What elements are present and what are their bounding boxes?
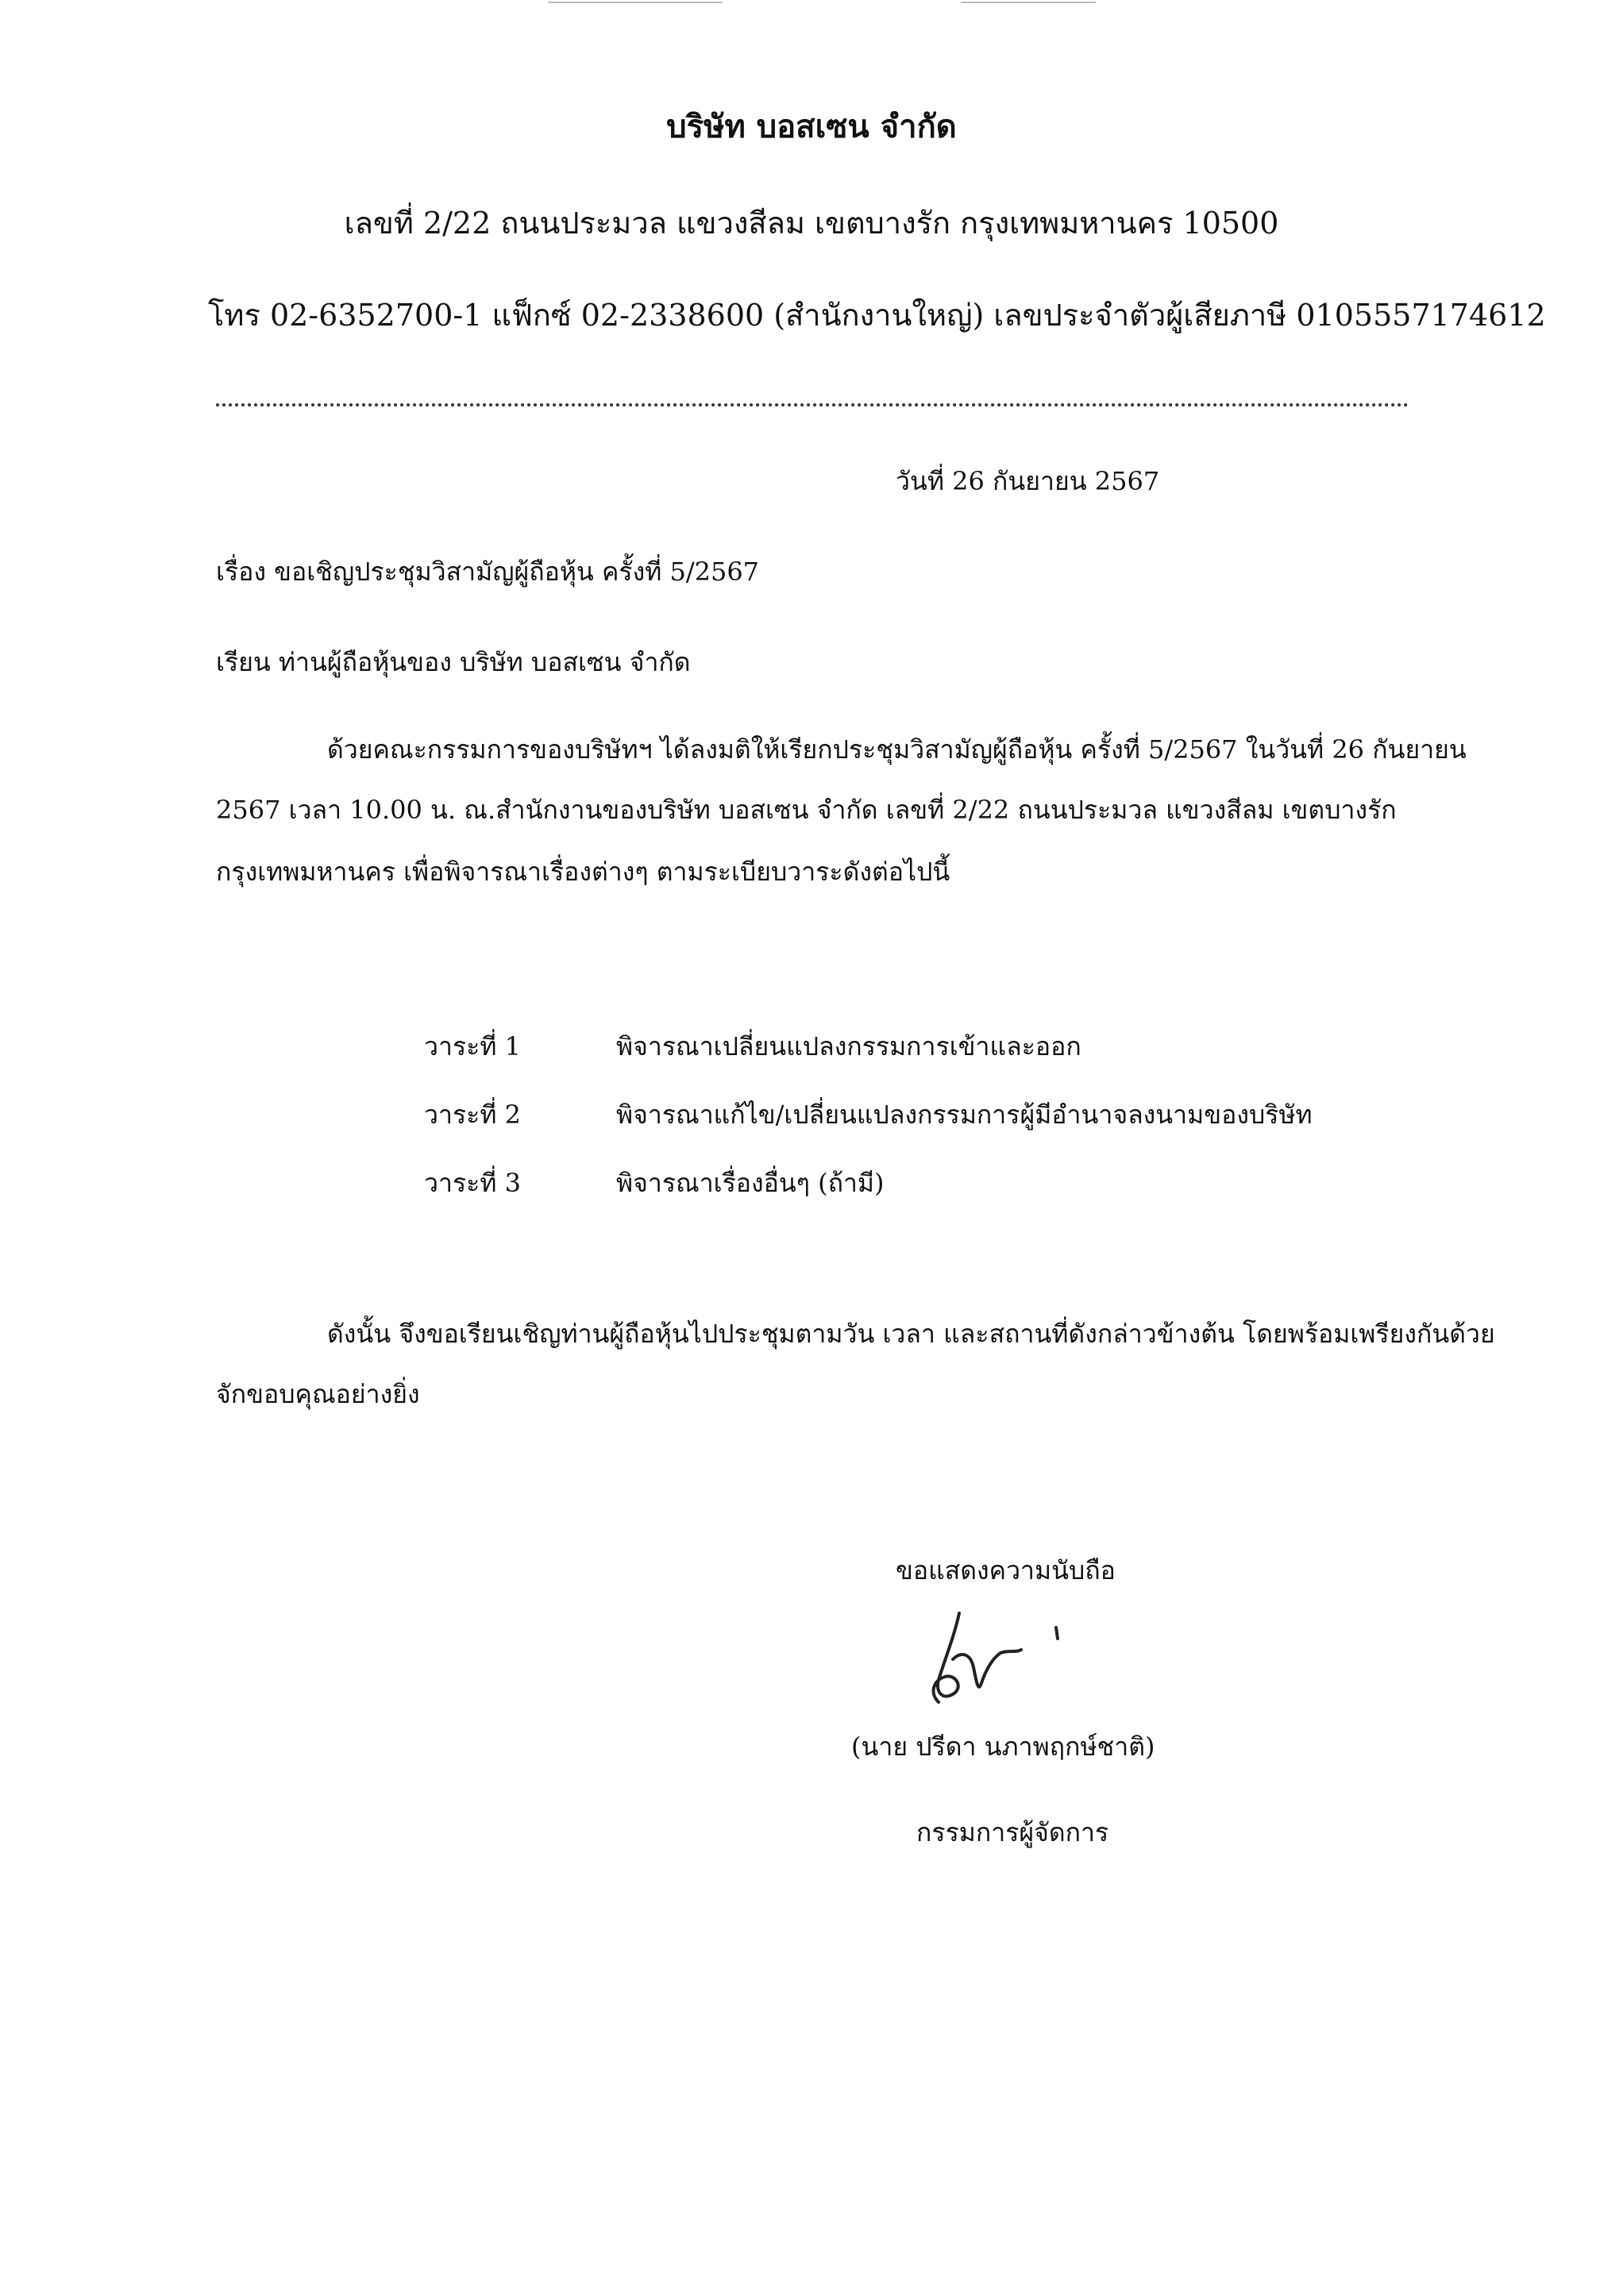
company-contact: โทร 02-6352700-1 แฟ็กซ์ 02-2338600 (สำนักงานใหญ่) เลขประจำตัวผู้เสียภาษี 0105557174612 [208, 298, 1546, 333]
agenda-number: วาระที่ 3 [424, 1168, 521, 1198]
company-name: บริษัท บอสเซน จำกัด [666, 108, 957, 145]
closing-line: ดังนั้น จึงขอเรียนเชิญท่านผู้ถือหุ้นไปประชุมตามวัน เวลา และสถานที่ดังกล่าวข้างต้น โดยพร้อมเพรียงกันด้วย [327, 1319, 1495, 1349]
agenda-text: พิจารณาแก้ไข/เปลี่ยนแปลงกรรมการผู้มีอำนาจลงนามของบริษัท [616, 1100, 1313, 1130]
agenda-number: วาระที่ 2 [424, 1100, 521, 1130]
signer-name: (นาย ปรีดา นภาพฤกษ์ชาติ) [851, 1732, 1155, 1762]
signature-image [897, 1604, 1072, 1715]
company-address: เลขที่ 2/22 ถนนประมวล แขวงสีลม เขตบางรัก กรุงเทพมหานคร 10500 [344, 206, 1279, 241]
agenda-text: พิจารณาเปลี่ยนแปลงกรรมการเข้าและออก [616, 1031, 1081, 1061]
body-line: กรุงเทพมหานคร เพื่อพิจารณาเรื่องต่างๆ ตามระเบียบวาระดังต่อไปนี้ [216, 857, 950, 887]
scan-edge-mark [548, 2, 723, 3]
letterhead-divider [216, 403, 1409, 406]
letter-subject: เรื่อง ขอเชิญประชุมวิสามัญผู้ถือหุ้น ครั้งที่ 5/2567 [216, 557, 760, 587]
scan-edge-mark [961, 2, 1096, 3]
signer-title: กรรมการผู้จัดการ [916, 1817, 1109, 1847]
closing-line: จักขอบคุณอย่างยิ่ง [216, 1379, 420, 1409]
body-line: ด้วยคณะกรรมการของบริษัทฯ ได้ลงมติให้เรียกประชุมวิสามัญผู้ถือหุ้น ครั้งที่ 5/2567 ในวันที่ 26 กันยายน [327, 734, 1467, 765]
agenda-number: วาระที่ 1 [424, 1031, 521, 1061]
closing-regards: ขอแสดงความนับถือ [896, 1555, 1116, 1585]
letter-date: วันที่ 26 กันยายน 2567 [896, 466, 1160, 496]
body-line: 2567 เวลา 10.00 น. ณ.สำนักงานของบริษัท บอสเซน จำกัด เลขที่ 2/22 ถนนประมวล แขวงสีลม เขตบางรัก [216, 795, 1397, 825]
letter-salutation: เรียน ท่านผู้ถือหุ้นของ บริษัท บอสเซน จำกัด [216, 647, 691, 677]
agenda-text: พิจารณาเรื่องอื่นๆ (ถ้ามี) [616, 1168, 885, 1198]
